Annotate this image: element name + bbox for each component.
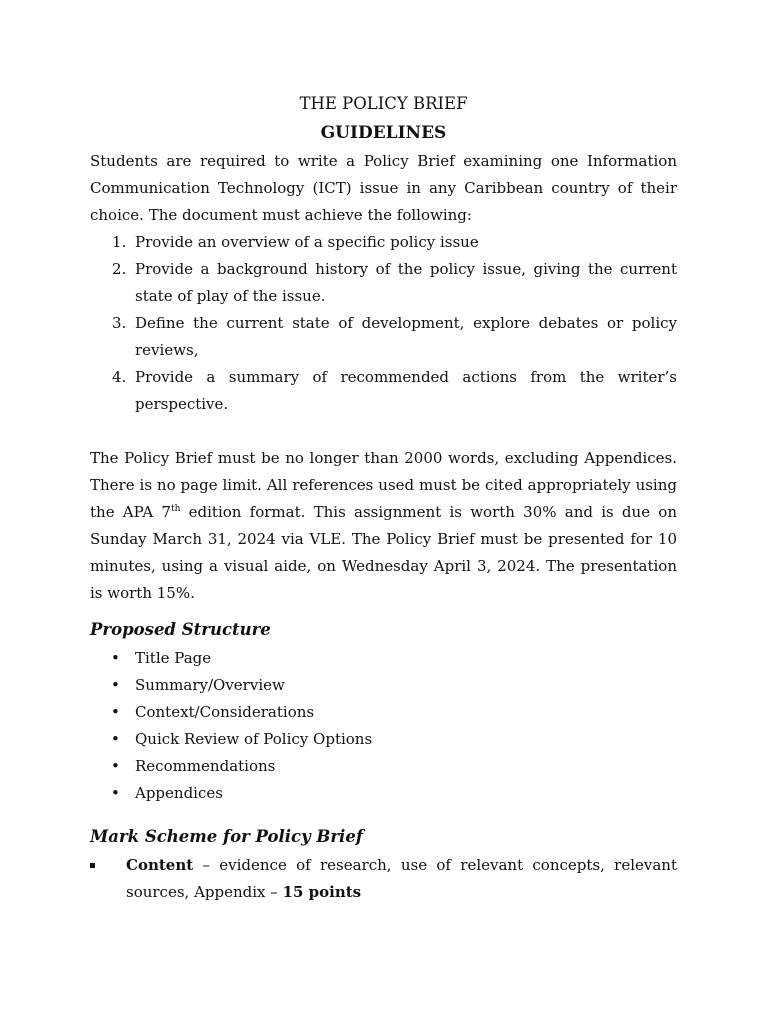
item-text: Recommendations xyxy=(135,757,276,775)
list-item xyxy=(90,364,677,418)
list-item xyxy=(90,726,677,753)
list-item xyxy=(90,753,677,780)
criterion-description: – evidence of research, use of relevant concepts, relevant sources, Appendix – xyxy=(126,856,677,901)
list-item xyxy=(90,229,677,256)
list-item xyxy=(90,672,677,699)
criterion-label: Content xyxy=(126,856,194,874)
requirements-paragraph xyxy=(90,445,677,607)
objectives-list xyxy=(90,229,677,418)
bullet-icon: • xyxy=(111,676,120,694)
criterion-points: 15 points xyxy=(282,883,362,901)
item-text: Define the current state of development, explore debates or policy reviews, xyxy=(135,314,677,359)
bullet-icon: • xyxy=(111,649,120,667)
spacer xyxy=(90,418,677,445)
item-text: Provide an overview of a specific policy issue xyxy=(135,233,479,251)
bullet-icon: • xyxy=(111,757,120,775)
document-page xyxy=(90,92,677,906)
list-item xyxy=(90,645,677,672)
bullet-icon: • xyxy=(111,784,120,802)
document-subtitle: GUIDELINES xyxy=(320,123,447,143)
mark-scheme-heading: Mark Scheme for Policy Brief xyxy=(90,827,363,846)
list-item xyxy=(90,780,677,807)
list-item xyxy=(90,699,677,726)
item-text: Summary/Overview xyxy=(135,676,285,694)
mark-scheme-list xyxy=(90,852,677,906)
list-item xyxy=(90,852,677,906)
item-text: Provide a summary of recommended actions from the writer’s perspective. xyxy=(135,368,677,413)
item-number: 4. xyxy=(112,368,127,386)
item-text: Context/Considerations xyxy=(135,703,315,721)
item-text: Quick Review of Policy Options xyxy=(135,730,373,748)
item-number: 2. xyxy=(112,260,127,278)
structure-list xyxy=(90,645,677,807)
document-title: THE POLICY BRIEF xyxy=(299,94,468,113)
list-item xyxy=(90,310,677,364)
list-item xyxy=(90,256,677,310)
item-text: Title Page xyxy=(135,649,212,667)
proposed-structure-heading: Proposed Structure xyxy=(90,620,271,639)
item-number: 3. xyxy=(112,314,127,332)
bullet-icon: • xyxy=(111,730,120,748)
item-number: 1. xyxy=(112,233,127,251)
intro-paragraph: Students are required to write a Policy Brief examining one Information Communication Technology (ICT) issue in any Caribbean country of their choice. The document must achieve the following: xyxy=(90,152,677,224)
item-text: Provide a background history of the policy issue, giving the current state of play of the issue. xyxy=(135,260,677,305)
item-text: Appendices xyxy=(135,784,223,802)
bullet-icon: • xyxy=(111,703,120,721)
requirements-text-a: The Policy Brief must be no longer than 2000 words, excluding Appendices. There is no page limit. All references used must be cited appropriately using the APA 7 xyxy=(90,449,677,521)
requirements-text-b: edition format. This assignment is worth 30% and is due on Sunday March 31, 2024 via VLE. The Policy Brief must be presented for 10 minutes, using a visual aide, on Wednesday April 3, 2024. The presentation is worth 15%. xyxy=(90,503,678,602)
square-bullet-icon xyxy=(90,863,95,868)
ordinal-superscript: th xyxy=(170,504,181,514)
